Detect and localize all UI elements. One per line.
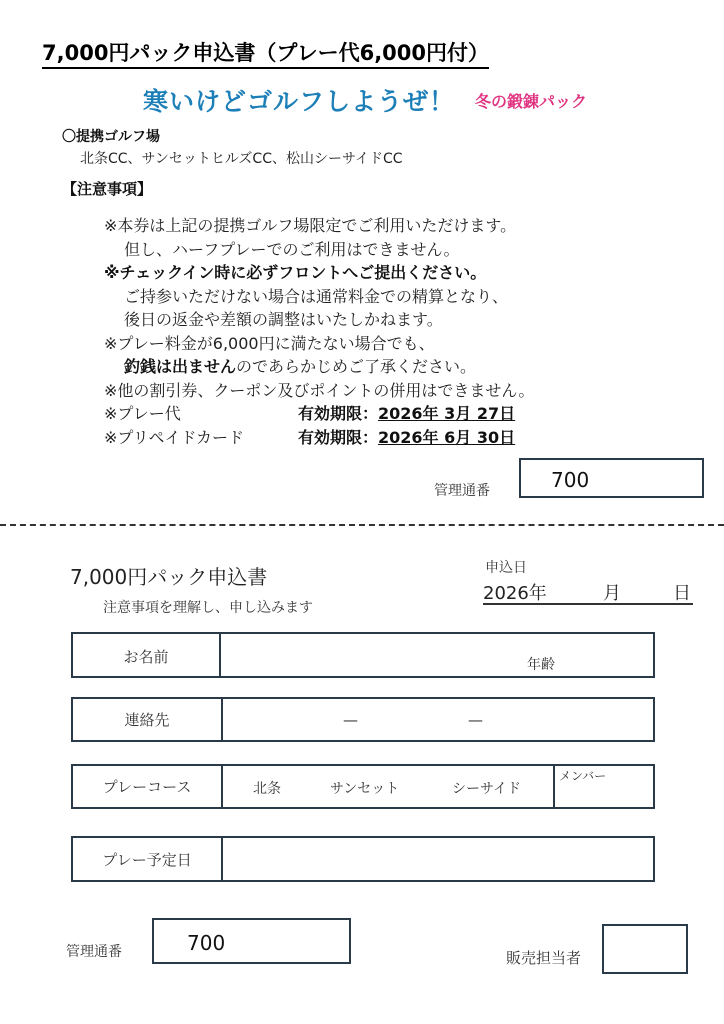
control-number-box[interactable] [519,458,704,498]
note-line [104,355,534,379]
note-line: ※本券は上記の提携ゴルフ場限定でご利用いただけます。 [104,216,517,235]
member-label: メンバー [559,769,607,783]
catch-subtitle: 冬の鍛錬パック [475,92,588,111]
form-subtitle: 注意事項を理解し、申し込みます [103,600,313,616]
application-date[interactable] [483,579,693,605]
clubs-list: 北条CC、サンセットヒルズCC、松山シーサイドCC [80,151,403,167]
note-bold-text: 釣銭は出ません [124,357,237,376]
expiry-date: 2026年 3月 27日 [378,404,516,423]
age-label: 年齢 [527,657,555,673]
expiry-row-prepaid [104,426,534,450]
control-number-value: 700 [551,468,590,492]
expiry-label: ※プレー代 [104,404,181,423]
bottom-control-label: 管理通番 [66,944,122,960]
seller-box[interactable] [602,924,688,974]
page-title: 7,000円パック申込書（プレー代6,000円付） [42,40,489,69]
contact-row [71,697,655,742]
cut-line [0,524,724,526]
contact-dash: — [468,711,483,729]
course-option-seaside[interactable]: シーサイド [452,781,522,797]
note-line-emphasis: ※チェックイン時に必ずフロントへご提出ください。 [104,263,487,282]
date-day: 日 [673,583,691,604]
seller-label: 販売担当者 [506,949,582,967]
catchphrase: 寒いけどゴルフしようぜ！ [143,87,456,116]
note-line: ※プレー料金が6,000円に満たない場合でも、 [104,333,435,353]
name-field[interactable] [221,634,653,676]
course-options [223,766,553,807]
clubs-heading: 〇提携ゴルフ場 [62,129,160,145]
name-row [71,632,655,678]
playdate-row [71,836,655,882]
expiry-label: ※プリペイドカード [104,427,244,447]
expiry-row-play [104,402,534,426]
notes-heading: 【注意事項】 [62,180,153,198]
control-number-label: 管理通番 [434,483,490,499]
expiry-date: 2026年 6月 30日 [378,427,516,447]
course-label: プレーコース [73,766,223,807]
contact-label: 連絡先 [73,699,223,740]
member-field[interactable] [553,766,653,807]
notes-block [104,214,534,449]
bottom-control-box[interactable] [152,918,351,964]
date-month: 月 [603,583,621,604]
note-line: ご持参いただけない場合は通常料金での精算となり、 [124,286,509,306]
expiry-prefix: 有効期限： [298,404,379,423]
form-title: 7,000円パック申込書 [70,565,268,589]
date-year: 2026年 [483,583,547,604]
note-text: のであらかじめご了承ください。 [236,357,477,376]
contact-dash: — [343,711,358,729]
contact-field[interactable] [223,699,653,740]
expiry-prefix: 有効期限： [298,427,379,447]
date-label: 申込日 [485,560,527,576]
playdate-label: プレー予定日 [73,838,223,880]
course-option-sunset[interactable]: サンセット [330,781,400,797]
course-option-hojo[interactable]: 北条 [253,781,281,797]
note-line: 後日の返金や差額の調整はいたしかねます。 [124,310,443,329]
note-line: 但し、ハーフプレーでのご利用はできません。 [124,239,460,259]
playdate-field[interactable] [223,838,653,880]
bottom-control-value: 700 [187,931,226,955]
course-row [71,764,655,809]
note-line: ※他の割引券、クーポン及びポイントの併用はできません。 [104,380,535,400]
name-label: お名前 [73,634,221,676]
